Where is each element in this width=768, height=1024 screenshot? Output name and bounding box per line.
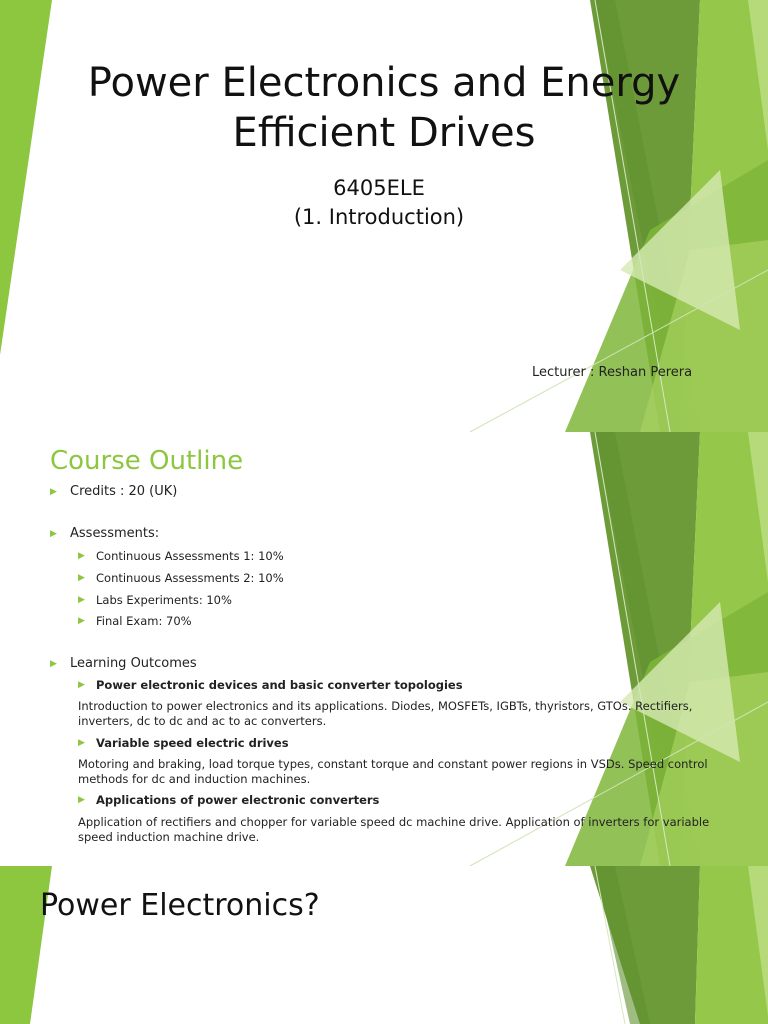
- title-line-1: Power Electronics and Energy: [87, 60, 681, 106]
- slide-power-electronics: [0, 866, 768, 1024]
- course-code-block: [0, 174, 758, 232]
- triangle-bullet-icon: ▶: [50, 659, 57, 669]
- triangle-bullet-icon: ▶: [50, 487, 57, 497]
- slide-subtitle: (1. Introduction): [293, 205, 465, 229]
- triangle-bullet-icon: ▶: [78, 551, 85, 561]
- outcome-description: Application of rectifiers and chopper for variable speed dc machine drive. Application of inverters for variable speed induction machine drive.: [78, 815, 710, 844]
- slide-title-text: [0, 58, 768, 158]
- slide-title-text: Power Electronics?: [40, 888, 320, 923]
- triangle-bullet-icon: ▶: [78, 795, 85, 805]
- course-code: 6405ELE: [333, 176, 425, 200]
- triangle-bullet-icon: ▶: [50, 529, 57, 539]
- lecturer-name: Lecturer : Reshan Perera: [532, 365, 693, 380]
- triangle-bullet-icon: ▶: [78, 595, 85, 605]
- triangle-bullet-icon: ▶: [78, 616, 85, 626]
- triangle-bullet-icon: ▶: [78, 738, 85, 748]
- title-line-2: Efficient Drives: [232, 110, 536, 156]
- outcome-description: Motoring and braking, load torque types, constant torque and constant power regions in VSDs. Speed control methods for dc and induction machines.: [78, 757, 708, 786]
- slide-title: [0, 0, 768, 432]
- triangle-bullet-icon: ▶: [78, 573, 85, 583]
- course-outline-heading: Course Outline: [50, 446, 244, 476]
- outcome-description: Introduction to power electronics and its applications. Diodes, MOSFETs, IGBTs, thyristors, GTOs. Rectifiers, inverters, dc to dc and ac to ac converters.: [78, 699, 693, 728]
- triangle-bullet-icon: ▶: [78, 680, 85, 690]
